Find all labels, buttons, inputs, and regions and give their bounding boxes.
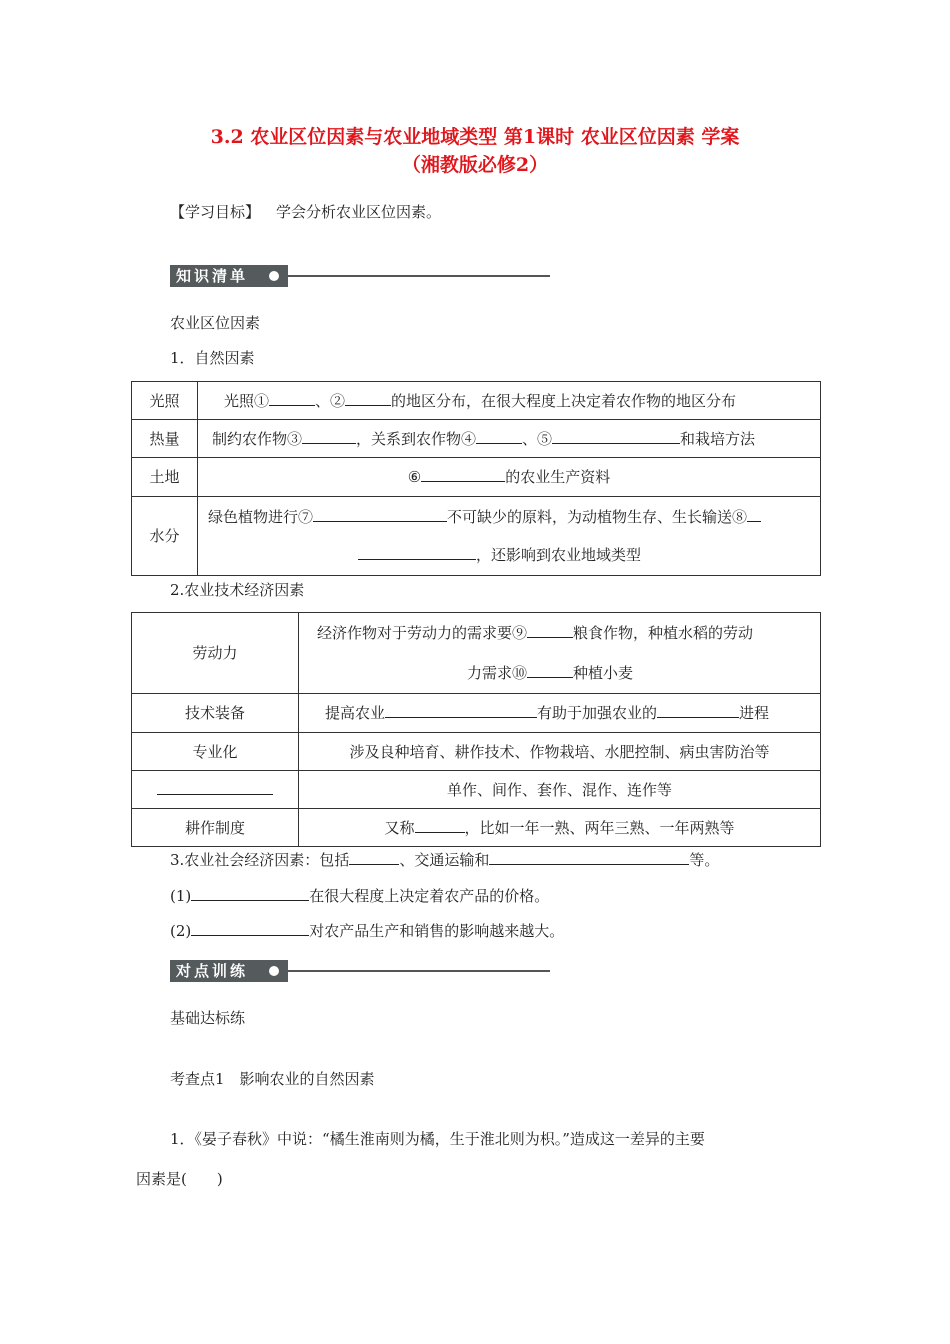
row-content: 又称 ，比如一年一熟、两年三熟、一年两熟等 bbox=[299, 809, 821, 847]
blank-field[interactable] bbox=[421, 467, 505, 482]
row-content: 绿色植物进行⑦ 不可缺少的原料，为动植物生存、生长输送⑧ ，还影响到农业地域类型 bbox=[198, 497, 821, 576]
section-divider bbox=[288, 275, 550, 277]
document-title: 3.2 农业区位因素与农业地域类型 第1课时 农业区位因素 学案 bbox=[210, 126, 740, 148]
blank-field[interactable] bbox=[191, 886, 309, 901]
table-row bbox=[132, 809, 821, 847]
blank-field[interactable] bbox=[527, 663, 573, 678]
blank-field[interactable] bbox=[349, 850, 399, 865]
social-factors-heading: 3.农业社会经济因素：包括 、交通运输和 等。 bbox=[170, 851, 720, 869]
table-row bbox=[132, 458, 821, 497]
row-label: 专业化 bbox=[132, 733, 299, 771]
learning-goal bbox=[170, 202, 441, 222]
natural-factors-heading: 1．自然因素 bbox=[170, 349, 255, 367]
row-content: 单作、间作、套作、混作、连作等 bbox=[299, 771, 821, 809]
bullet-icon bbox=[269, 271, 279, 281]
document-subtitle: （湘教版必修2） bbox=[401, 154, 549, 176]
natural-factors-table bbox=[131, 381, 821, 576]
row-label: 水分 bbox=[132, 497, 198, 576]
blank-field[interactable] bbox=[345, 391, 391, 406]
blank-field[interactable] bbox=[358, 545, 476, 560]
table-row bbox=[132, 733, 821, 771]
row-label: 劳动力 bbox=[132, 613, 299, 694]
section-header-label: 知识清单 bbox=[170, 265, 288, 287]
row-label: 技术装备 bbox=[132, 694, 299, 733]
blank-field[interactable] bbox=[657, 703, 739, 718]
blank-field[interactable] bbox=[489, 850, 689, 865]
bullet-icon bbox=[269, 966, 279, 976]
row-content: 提高农业 有助于加强农业的 进程 bbox=[299, 694, 821, 733]
blank-field[interactable] bbox=[191, 921, 309, 936]
section-divider bbox=[288, 970, 550, 972]
section-subtitle: 农业区位因素 bbox=[170, 314, 261, 332]
blank-field[interactable] bbox=[476, 429, 522, 444]
blank-field[interactable] bbox=[527, 623, 573, 638]
table-row bbox=[132, 497, 821, 576]
table-row bbox=[132, 613, 821, 694]
row-label: 光照 bbox=[132, 382, 198, 420]
table-row bbox=[132, 771, 821, 809]
row-content: 经济作物对于劳动力的需求要⑨ 粮食作物，种植水稻的劳动 力需求⑩ 种植小麦 bbox=[299, 613, 821, 694]
tech-factors-table bbox=[131, 612, 821, 847]
row-content: 涉及良种培育、耕作技术、作物栽培、水肥控制、病虫害防治等 bbox=[299, 733, 821, 771]
exam-point: 考查点1 影响农业的自然因素 bbox=[170, 1070, 375, 1088]
table-row bbox=[132, 382, 821, 420]
social-item: (1) 在很大程度上决定着农产品的价格。 bbox=[170, 887, 550, 905]
row-label: 热量 bbox=[132, 420, 198, 458]
row-label bbox=[132, 771, 299, 809]
blank-field[interactable] bbox=[552, 429, 680, 444]
question-text: 1．《晏子春秋》中说：“橘生淮南则为橘，生于淮北则为枳。”造成这一差异的主要 bbox=[170, 1130, 705, 1148]
blank-field[interactable] bbox=[302, 429, 356, 444]
blank-field[interactable] bbox=[385, 703, 537, 718]
row-content: 光照① 、② 的地区分布，在很大程度上决定着农作物的地区分布 bbox=[198, 382, 821, 420]
tech-factors-heading: 2.农业技术经济因素 bbox=[170, 581, 305, 599]
blank-field[interactable] bbox=[415, 818, 465, 833]
blank-field[interactable] bbox=[157, 780, 273, 795]
question-text-cont: 因素是( ) bbox=[136, 1170, 223, 1188]
practice-level: 基础达标练 bbox=[170, 1009, 246, 1027]
row-label: 土地 bbox=[132, 458, 198, 497]
blank-field[interactable] bbox=[313, 507, 447, 522]
social-item: (2) 对农产品生产和销售的影响越来越大。 bbox=[170, 922, 565, 940]
table-row bbox=[132, 694, 821, 733]
learning-goal-text: 学会分析农业区位因素。 bbox=[276, 203, 442, 221]
blank-field[interactable] bbox=[269, 391, 315, 406]
learning-goal-label: 【学习目标】 bbox=[170, 203, 261, 221]
row-content: ⑥ 的农业生产资料 bbox=[198, 458, 821, 497]
row-content: 制约农作物③ ，关系到农作物④ 、⑤ 和栽培方法 bbox=[198, 420, 821, 458]
row-label: 耕作制度 bbox=[132, 809, 299, 847]
table-row bbox=[132, 420, 821, 458]
section-header-label: 对点训练 bbox=[170, 960, 288, 982]
blank-field[interactable] bbox=[747, 507, 761, 522]
